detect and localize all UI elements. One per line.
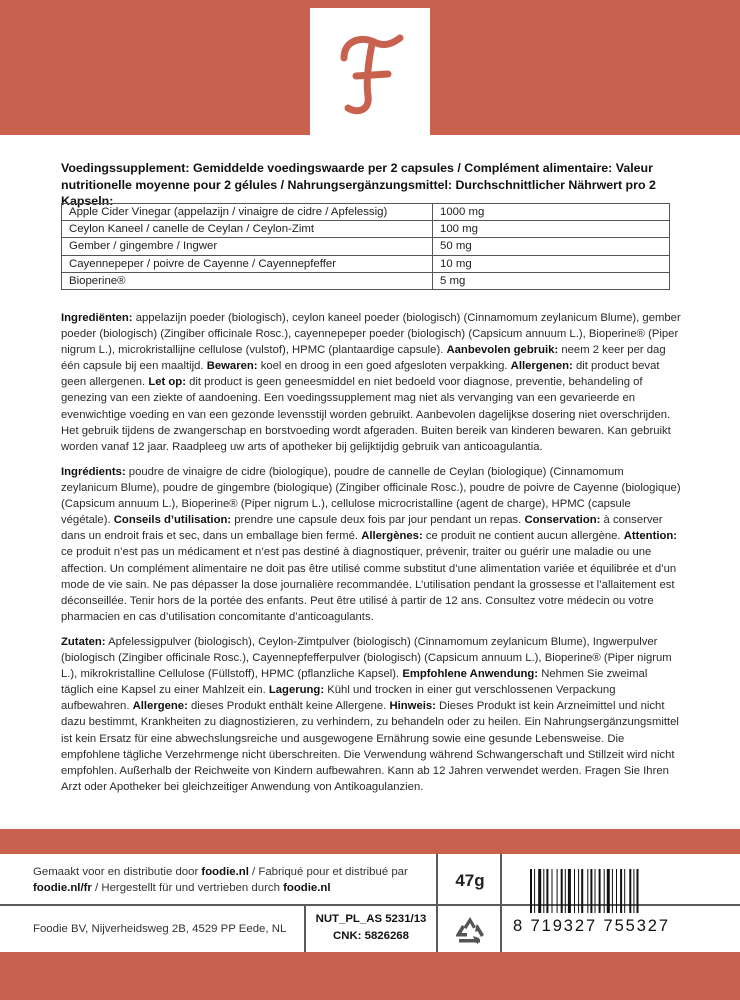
table-row — [62, 238, 670, 255]
made-text: / Hergestellt für und vertrieben durch — [91, 882, 284, 894]
note-label: Attention: — [623, 530, 678, 543]
address-text: Foodie BV, Nijverheidsweg 2B, 4529 PP Eede, NL — [33, 923, 287, 935]
nutrition-heading: Voedingssupplement: Gemiddelde voedingswaarde per 2 capsules / Complément alimentaire: Valeur nutritionelle moyenne pour 2 gélules / Nahrungsergänzungsmittel: Durchschnittlicher Nährwert pro 2 Kapseln: — [61, 161, 656, 208]
usage-label: Aanbevolen gebruik: — [446, 344, 559, 357]
storage-label: Bewaren: — [206, 360, 258, 373]
table-row — [62, 221, 670, 238]
middle-brand-band — [0, 829, 740, 854]
nutrient-amount: 100 mg — [433, 221, 670, 238]
nutrient-amount: 1000 mg — [433, 204, 670, 221]
net-weight: 47g — [455, 871, 485, 890]
nut-code: NUT_PL_AS 5231/13 — [315, 913, 427, 925]
foodie-f-logo-icon — [322, 24, 418, 120]
allergen-text: ce produit ne contient aucun allergène. — [422, 530, 624, 543]
usage-text: neem 2 keer per dag één capsule bij een maaltijd. — [61, 344, 666, 373]
nutrient-amount: 5 mg — [433, 272, 670, 289]
storage-label: Lagerung: — [268, 684, 325, 697]
note-text: ce produit n’est pas un médicament et n’est pas destiné à diagnostiquer, prévenir, traiter ou guérir une maladie ou une affection. Un complément alimentaire ne doit pas être utilisé comme substitut d’une alimentation variée et équilibrée et d’un mode de vie sain. Ne pas dépasser la dose journalière recommandée. L’utilisation pendant la grossesse et l’allaitement est déconseillée. Tenir hors de la portée des enfants. Peut être utilisé à partir de 12 ans. Consultez votre médecin ou votre pharmacien en cas d’utilisation concomitante d’anticoagulants. — [61, 546, 677, 623]
recycle-icon — [454, 916, 486, 946]
usage-text: Nehmen Sie zweimal täglich eine Kapsel zu einer Mahlzeit ein. — [61, 668, 648, 697]
storage-text: à conserver dans un endroit frais et sec, dans un emballage bien fermé. — [61, 514, 663, 543]
made-text: / Fabriqué pour et distribué par — [248, 866, 408, 878]
nutrient-name: Bioperine® — [62, 272, 433, 289]
table-row — [62, 272, 670, 289]
allergen-text: dieses Produkt enthält keine Allergene. — [187, 700, 390, 713]
table-row — [62, 204, 670, 221]
ingredients-label: Ingrédients: — [61, 466, 126, 478]
ingredients-text: Apfelessigpulver (biologisch), Ceylon-Zimtpulver (biologisch) (Cinnamomum zeylanicum Blume), Ingwerpulver (biologisch (Zingiber officinale Rosc.), Cayennepfefferpulver (biologisch) (Capsicum annuum L.), Bioperine® (Piper nigrum L.), mikrokristalline Cellulose (Füllstoff), HPMC (pflanzliche Kapsel). — [61, 636, 672, 681]
allergen-label: Allergene: — [132, 700, 188, 713]
barcode — [530, 869, 670, 913]
ingredients-label: Zutaten: — [61, 636, 106, 648]
cnk-code: CNK: 5826268 — [333, 929, 409, 942]
nutrition-table — [61, 203, 670, 290]
foodie-link[interactable]: foodie.nl — [283, 882, 331, 894]
allergen-label: Allergenen: — [510, 360, 573, 373]
barcode-digits: 8 719327 755327 — [513, 917, 670, 935]
ingredients-text: poudre de vinaigre de cidre (biologique), poudre de cannelle de Ceylan (biologique) (Cinnamomum zeylanicum Blume), poudre de gingembre (biologique) (Zingiber officinale Rosc.), poudre de poivre de Cayenne (biologique) (Capsicum annuum L.), Bioperine® (Piper nigrum L.), cellulose microcristalline (agent de charge), HPMC (capsule végétale). — [61, 466, 681, 527]
allergen-text: dit product bevat geen allergenen. — [61, 360, 660, 389]
product-codes — [306, 911, 436, 944]
foodie-fr-link[interactable]: foodie.nl/fr — [33, 882, 92, 894]
usage-label: Empfohlene Anwendung: — [402, 668, 539, 681]
french-paragraph — [61, 464, 681, 625]
allergen-label: Allergènes: — [361, 530, 423, 543]
manufacturer-text — [33, 864, 423, 896]
german-paragraph — [61, 634, 681, 795]
nutrient-amount: 10 mg — [433, 255, 670, 272]
note-text: dit product is geen geneesmiddel en niet bedoeld voor diagnose, preventie, behandeling of genezing van een ziekte of aandoening. Een voedingssupplement mag niet als vervanging van een gevarieerde en evenwichtige voeding en van een gezonde levensstijl worden gebruikt. Aanbevolen dagelijkse dosering niet overschrijden. Het gebruik tijdens de zwangerschap en borstvoeding wordt afgeraden. Buiten bereik van kinderen bewaren. Kan gebruikt worden vanaf 12 jaar. Raadpleeg uw arts of apotheker bij gelijktijdig gebruik van anticoagulantia. — [61, 376, 671, 453]
table-row — [62, 255, 670, 272]
storage-text: koel en droog in een goed afgesloten verpakking. — [257, 360, 511, 373]
storage-text: Kühl und trocken in einer gut verschlossenen Verpackung aufbewahren. — [61, 684, 616, 713]
note-label: Let op: — [148, 376, 186, 389]
note-label: Hinweis: — [389, 700, 436, 713]
storage-label: Conservation: — [524, 514, 601, 527]
brand-logo — [310, 8, 430, 135]
nutrient-name: Ceylon Kaneel / canelle de Ceylan / Ceylon-Zimt — [62, 221, 433, 238]
divider — [500, 854, 502, 952]
ingredients-label: Ingrediënten: — [61, 312, 133, 324]
note-text: Dieses Produkt ist kein Arzneimittel und nicht dazu bestimmt, Krankheiten zu diagnostizieren, zu verhindern, zu behandeln oder zu heilen. Ein Nahrungsergänzungsmittel ist kein Ersatz für eine abwechslungsreiche und ausgewogene Ernährung sowie eine gesunde Lebensweise. Die empfohlene tägliche Verzehrmenge nicht überschreiten. Die Verwendung während Schwangerschaft und Stillzeit wird nicht empfohlen. Außerhalb der Reichweite von Kindern aufbewahren. Kann ab 12 Jahren verwendet werden. Fragen Sie Ihren Arzt oder Apotheker bei gleichzeitiger Anwendung von Antikoagulanzien. — [61, 700, 679, 793]
usage-text: prendre une capsule deux fois par jour pendant un repas. — [231, 514, 525, 527]
ingredients-text: appelazijn poeder (biologisch), ceylon kaneel poeder (biologisch) (Cinnamomum zeylanicum Blume), gember poeder (biologisch) (Zingiber officinale Rosc.), cayennepeper poeder (biologisch) (Capsicum annuum L.), Bioperine® (Piper nigrum L.), microkristallijne cellulose (vulstof), HPMC (plantaardige capsule). — [61, 312, 681, 357]
nutrient-name: Apple Cider Vinegar (appelazijn / vinaigre de cidre / Apfelessig) — [62, 204, 433, 221]
divider — [436, 854, 438, 952]
usage-label: Conseils d’utilisation: — [113, 514, 232, 527]
dutch-paragraph — [61, 310, 681, 455]
nutrient-name: Cayennepeper / poivre de Cayenne / Cayennepfeffer — [62, 255, 433, 272]
nutrient-amount: 50 mg — [433, 238, 670, 255]
bottom-brand-band — [0, 952, 740, 1000]
made-text: Gemaakt voor en distributie door — [33, 866, 202, 878]
foodie-link[interactable]: foodie.nl — [201, 866, 249, 878]
nutrient-name: Gember / gingembre / Ingwer — [62, 238, 433, 255]
